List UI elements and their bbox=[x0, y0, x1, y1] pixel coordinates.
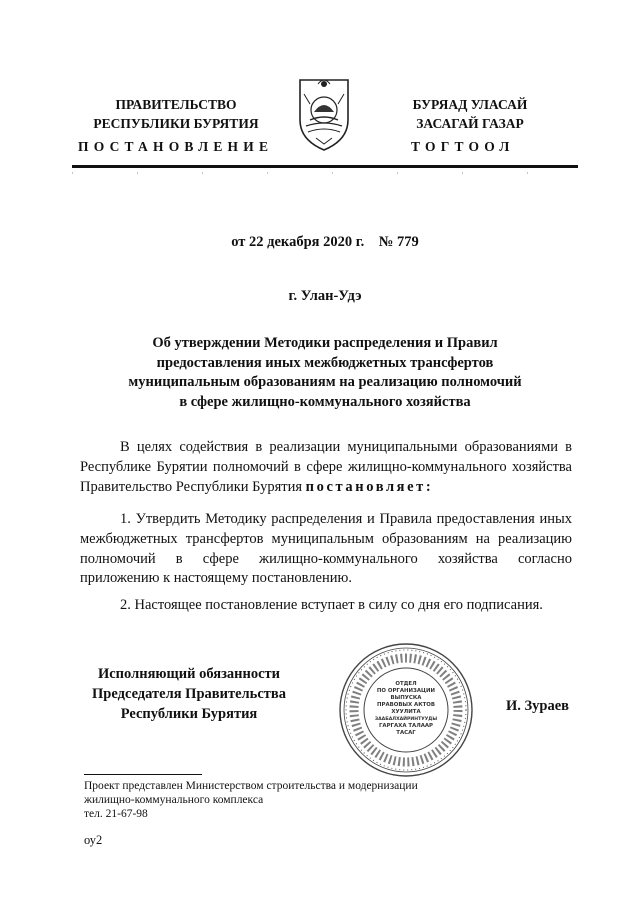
signatory-position bbox=[86, 664, 292, 724]
title-line: в сфере жилищно-коммунального хозяйства bbox=[179, 393, 471, 410]
title-line: предоставления иных межбюджетных трансфертов bbox=[156, 354, 494, 371]
stamp-text-line: ГАРГАХА ТАЛААР bbox=[379, 723, 433, 729]
government-name-line1: ПРАВИТЕЛЬСТВО bbox=[115, 97, 237, 112]
document-code: оу2 bbox=[84, 833, 103, 847]
header-dotted-divider bbox=[72, 172, 578, 174]
preamble-paragraph bbox=[80, 438, 572, 497]
stamp-text-line: ОТДЕЛ bbox=[395, 681, 417, 687]
stamp-text-line: ПО ОРГАНИЗАЦИИ bbox=[376, 688, 436, 694]
decree-city: г. Улан-Удэ bbox=[288, 288, 362, 304]
doc-type-left: ПОСТАНОВЛЕНИЕ bbox=[78, 139, 274, 154]
doc-type-right: ТОГТООЛ bbox=[411, 139, 515, 154]
header-right bbox=[372, 95, 568, 133]
stamp-text-line: ХУУЛИТА bbox=[391, 709, 421, 715]
title-line: Об утверждении Методики распределения и Правил bbox=[152, 335, 498, 351]
preamble-text: В целях содействия в реализации муниципальными образованиями в Республике Бурятии полномочий в сфере жилищно-коммунального хозяйства Правительство Республики Бурятия bbox=[80, 439, 572, 495]
coat-of-arms-emblem bbox=[296, 74, 352, 152]
footnote-line: Проект представлен Министерством строительства и модернизации bbox=[84, 780, 418, 792]
decides-keyword: постановляет: bbox=[305, 478, 434, 495]
item-1-paragraph: 1. Утвердить Методику распределения и Правила предоставления иных межбюджетных трансфертов муниципальным образованиям на реализацию полномочий в сфере жилищно-коммунального хозяйства согласно приложению к настоящему постановлению. bbox=[80, 511, 572, 587]
position-line: Республики Бурятия bbox=[120, 706, 258, 722]
footnote-phone: тел. 21-67-98 bbox=[84, 808, 148, 820]
footnote-line: жилищно-коммунального комплекса bbox=[84, 794, 264, 806]
position-line: Исполняющий обязанности bbox=[97, 666, 281, 682]
stamp-text-line: ТАСАГ bbox=[396, 730, 416, 736]
position-line: Председателя Правительства bbox=[92, 686, 286, 702]
decree-title bbox=[72, 334, 578, 412]
title-line: муниципальным образованиям на реализацию полномочий bbox=[128, 374, 522, 390]
item-2-paragraph: 2. Настоящее постановление вступает в силу со дня его подписания. bbox=[120, 597, 543, 613]
header-left bbox=[78, 95, 274, 133]
government-name-buryat-line1: БУРЯАД УЛАСАЙ bbox=[412, 97, 528, 112]
decree-date-number: от 22 декабря 2020 г. № 779 bbox=[231, 234, 419, 250]
signatory-name: И. Зураев bbox=[506, 698, 570, 714]
stamp-text-line: ВЫПУСКА bbox=[390, 695, 422, 701]
footnote-divider bbox=[84, 774, 202, 775]
stamp-text-line: ПРАВОВЫХ АКТОВ bbox=[377, 702, 435, 708]
government-name-line2: РЕСПУБЛИКИ БУРЯТИЯ bbox=[93, 116, 259, 131]
government-name-buryat-line2: ЗАСАГАЙ ГАЗАР bbox=[416, 116, 524, 131]
header-divider bbox=[72, 165, 578, 168]
stamp-text-line: ЗААБАЛХАЙРИНТУУДЫ bbox=[374, 717, 438, 722]
official-stamp bbox=[336, 640, 476, 780]
